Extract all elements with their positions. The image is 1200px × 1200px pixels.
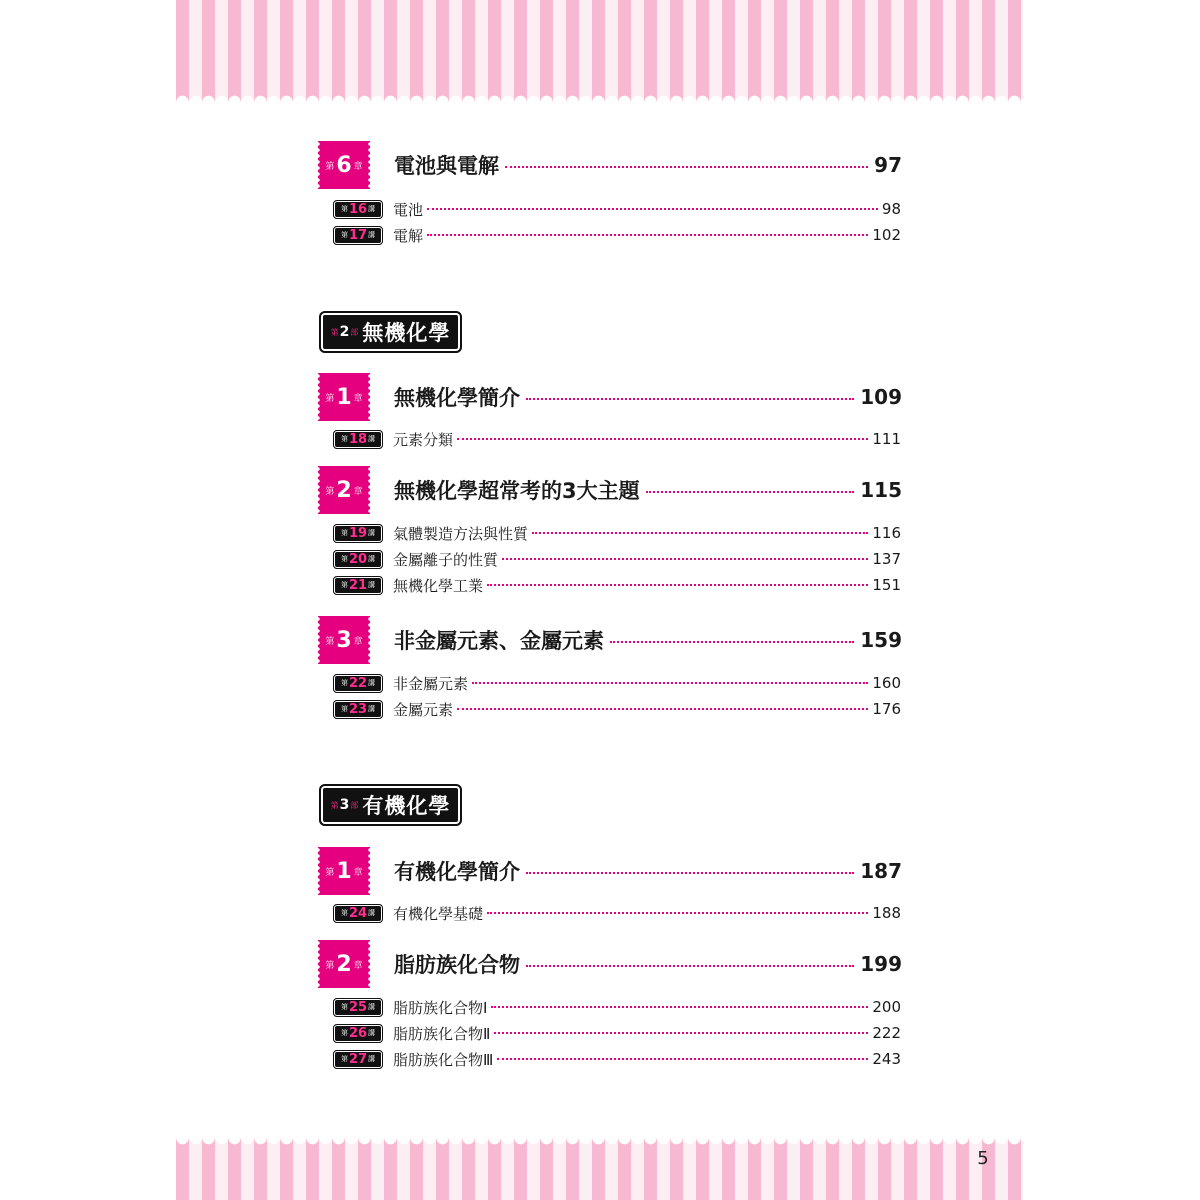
chapter-suffix: 章 — [353, 161, 363, 172]
leader-dots — [505, 166, 868, 168]
lecture-prefix: 第 — [340, 1055, 348, 1063]
chapter-number: 2 — [336, 951, 352, 977]
chapter-tab — [318, 616, 370, 664]
lecture-prefix: 第 — [340, 555, 348, 563]
chapter-suffix: 章 — [353, 960, 363, 971]
part-number: 2 — [339, 324, 350, 340]
lecture-title: 脂肪族化合物Ⅱ — [393, 1024, 491, 1043]
part-prefix: 第 — [330, 327, 339, 337]
leader-dots — [427, 208, 878, 210]
lecture-page: 111 — [872, 430, 901, 448]
lecture-suffix: 講 — [368, 555, 376, 563]
lecture-number: 17 — [348, 227, 368, 243]
lecture-badge — [333, 1024, 383, 1043]
lecture-suffix: 講 — [368, 231, 376, 239]
leader-dots — [646, 491, 855, 493]
lecture-entry[interactable] — [333, 902, 901, 924]
lecture-suffix: 講 — [368, 679, 376, 687]
leader-dots — [487, 912, 868, 914]
lecture-suffix: 講 — [368, 205, 376, 213]
chapter-prefix: 第 — [325, 636, 335, 647]
chapter-prefix: 第 — [325, 393, 335, 404]
lecture-prefix: 第 — [340, 581, 348, 589]
chapter-title: 電池與電解 — [394, 154, 499, 178]
lecture-page: 222 — [872, 1024, 901, 1042]
lecture-number: 21 — [348, 577, 368, 593]
part-header — [319, 311, 462, 353]
chapter-number: 1 — [336, 384, 352, 410]
top-stripe-decoration — [176, 0, 1023, 102]
lecture-title: 金屬元素 — [393, 700, 454, 719]
lecture-prefix: 第 — [340, 231, 348, 239]
chapter-number: 1 — [336, 858, 352, 884]
lecture-prefix: 第 — [340, 1003, 348, 1011]
lecture-badge — [333, 674, 383, 693]
chapter-number: 3 — [336, 627, 352, 653]
lecture-badge — [333, 904, 383, 923]
chapter-prefix: 第 — [325, 960, 335, 971]
lecture-title: 電池 — [393, 200, 424, 219]
chapter-page: 97 — [874, 153, 902, 177]
lecture-title: 電解 — [393, 226, 424, 245]
lecture-page: 176 — [872, 700, 901, 718]
chapter-title: 無機化學簡介 — [394, 386, 520, 410]
chapter-entry[interactable] — [318, 940, 902, 988]
lecture-number: 23 — [348, 701, 368, 717]
lecture-number: 27 — [348, 1051, 368, 1067]
leader-dots — [457, 438, 868, 440]
lecture-title: 元素分類 — [393, 430, 454, 449]
chapter-title: 脂肪族化合物 — [394, 953, 520, 977]
page-number: 5 — [977, 1148, 989, 1169]
lecture-prefix: 第 — [340, 529, 348, 537]
chapter-number: 6 — [336, 152, 352, 178]
chapter-suffix: 章 — [353, 486, 363, 497]
leader-dots — [472, 682, 868, 684]
chapter-title: 非金屬元素、金屬元素 — [394, 629, 604, 653]
chapter-title: 有機化學簡介 — [394, 860, 520, 884]
lecture-title: 有機化學基礎 — [393, 904, 484, 923]
lecture-page: 137 — [872, 550, 901, 568]
chapter-page: 199 — [860, 952, 902, 976]
part-number: 3 — [339, 797, 350, 813]
chapter-number: 2 — [336, 477, 352, 503]
lecture-badge — [333, 550, 383, 569]
part-prefix: 第 — [330, 800, 339, 810]
part-suffix: 部 — [350, 800, 359, 810]
lecture-number: 24 — [348, 905, 368, 921]
leader-dots — [497, 1058, 868, 1060]
chapter-suffix: 章 — [353, 393, 363, 404]
chapter-entry[interactable] — [318, 847, 902, 895]
chapter-entry[interactable] — [318, 141, 902, 189]
leader-dots — [427, 234, 868, 236]
lecture-entry[interactable] — [333, 574, 901, 596]
part-suffix: 部 — [350, 327, 359, 337]
part-title: 有機化學 — [362, 794, 451, 818]
chapter-tab — [318, 940, 370, 988]
lecture-badge — [333, 430, 383, 449]
lecture-suffix: 講 — [368, 1029, 376, 1037]
lecture-title: 氣體製造方法與性質 — [393, 524, 529, 543]
lecture-prefix: 第 — [340, 435, 348, 443]
leader-dots — [526, 872, 854, 874]
lecture-entry[interactable] — [333, 1048, 901, 1070]
lecture-entry[interactable] — [333, 198, 901, 220]
lecture-entry[interactable] — [333, 548, 901, 570]
lecture-badge — [333, 524, 383, 543]
lecture-page: 200 — [872, 998, 901, 1016]
chapter-entry[interactable] — [318, 616, 902, 664]
lecture-entry[interactable] — [333, 428, 901, 450]
lecture-title: 金屬離子的性質 — [393, 550, 499, 569]
leader-dots — [532, 532, 868, 534]
lecture-badge — [333, 998, 383, 1017]
lecture-prefix: 第 — [340, 705, 348, 713]
lecture-badge — [333, 200, 383, 219]
lecture-suffix: 講 — [368, 581, 376, 589]
lecture-title: 非金屬元素 — [393, 674, 469, 693]
chapter-prefix: 第 — [325, 867, 335, 878]
part-title: 無機化學 — [362, 321, 451, 345]
chapter-page: 109 — [860, 385, 902, 409]
leader-dots — [491, 1006, 868, 1008]
leader-dots — [502, 558, 868, 560]
chapter-entry[interactable] — [318, 373, 902, 421]
lecture-page: 151 — [872, 576, 901, 594]
lecture-suffix: 講 — [368, 1055, 376, 1063]
lecture-entry[interactable] — [333, 996, 901, 1018]
chapter-tab — [318, 373, 370, 421]
lecture-number: 18 — [348, 431, 368, 447]
lecture-number: 22 — [348, 675, 368, 691]
lecture-page: 98 — [881, 200, 901, 218]
lecture-number: 26 — [348, 1025, 368, 1041]
lecture-badge — [333, 1050, 383, 1069]
chapter-page: 115 — [860, 478, 902, 502]
lecture-number: 25 — [348, 999, 368, 1015]
lecture-title: 無機化學工業 — [393, 576, 484, 595]
chapter-tab — [318, 466, 370, 514]
bottom-stripe-decoration — [176, 1138, 1023, 1200]
chapter-prefix: 第 — [325, 161, 335, 172]
leader-dots — [526, 398, 854, 400]
chapter-suffix: 章 — [353, 867, 363, 878]
leader-dots — [457, 708, 868, 710]
lecture-page: 102 — [872, 226, 901, 244]
lecture-suffix: 講 — [368, 705, 376, 713]
part-header — [319, 784, 462, 826]
lecture-page: 243 — [872, 1050, 901, 1068]
lecture-prefix: 第 — [340, 205, 348, 213]
chapter-prefix: 第 — [325, 486, 335, 497]
lecture-suffix: 講 — [368, 435, 376, 443]
lecture-number: 16 — [348, 201, 368, 217]
chapter-title: 無機化學超常考的3大主題 — [394, 479, 640, 503]
lecture-number: 19 — [348, 525, 368, 541]
lecture-entry[interactable] — [333, 1022, 901, 1044]
lecture-prefix: 第 — [340, 1029, 348, 1037]
lecture-number: 20 — [348, 551, 368, 567]
lecture-suffix: 講 — [368, 529, 376, 537]
lecture-page: 188 — [872, 904, 901, 922]
lecture-badge — [333, 576, 383, 595]
lecture-suffix: 講 — [368, 909, 376, 917]
lecture-entry[interactable] — [333, 224, 901, 246]
leader-dots — [494, 1032, 868, 1034]
chapter-page: 159 — [860, 628, 902, 652]
leader-dots — [610, 641, 854, 643]
lecture-page: 160 — [872, 674, 901, 692]
chapter-tab — [318, 141, 370, 189]
lecture-page: 116 — [872, 524, 901, 542]
lecture-entry[interactable] — [333, 522, 901, 544]
lecture-badge — [333, 700, 383, 719]
lecture-suffix: 講 — [368, 1003, 376, 1011]
lecture-title: 脂肪族化合物Ⅲ — [393, 1050, 494, 1069]
lecture-entry[interactable] — [333, 672, 901, 694]
lecture-entry[interactable] — [333, 698, 901, 720]
lecture-prefix: 第 — [340, 909, 348, 917]
lecture-prefix: 第 — [340, 679, 348, 687]
chapter-page: 187 — [860, 859, 902, 883]
chapter-tab — [318, 847, 370, 895]
lecture-badge — [333, 226, 383, 245]
leader-dots — [526, 965, 854, 967]
chapter-suffix: 章 — [353, 636, 363, 647]
leader-dots — [487, 584, 868, 586]
lecture-title: 脂肪族化合物Ⅰ — [393, 998, 488, 1017]
chapter-entry[interactable] — [318, 466, 902, 514]
